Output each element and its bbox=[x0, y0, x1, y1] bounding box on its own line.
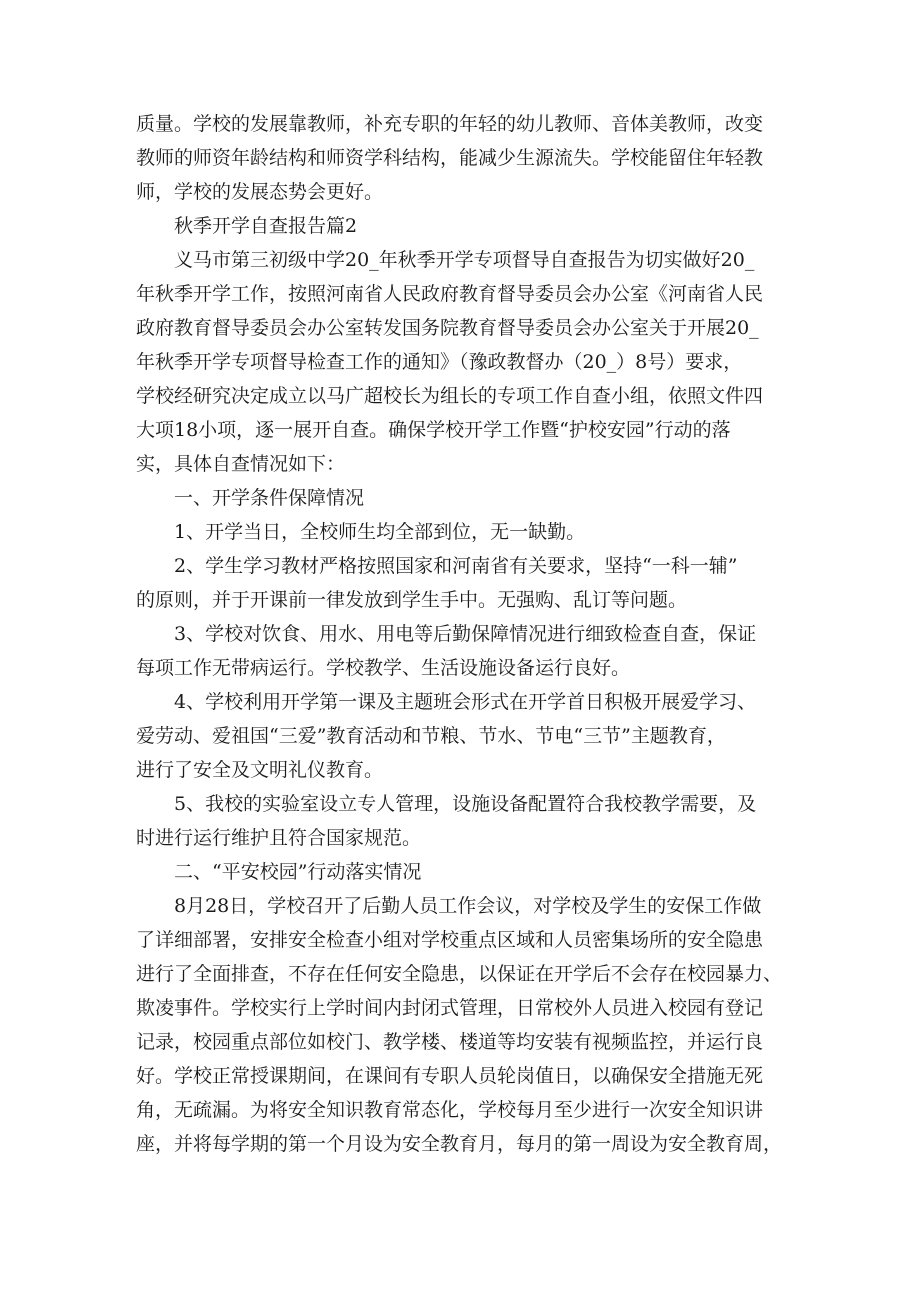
paragraph-continuation: 质量。学校的发展靠教师，补充专职的年轻的幼儿教师、音体美教师，改变 教师的师资年龄结构和师资学科结构，能减少生源流失。学校能留住年轻教 师，学校的发展态势会更好。 bbox=[136, 113, 764, 203]
list-item: 2、学生学习教材严格按照国家和河南省有关要求，坚持“一科一辅” 的原则，并于开课前一律发放到学生手中。无强购、乱订等问题。 bbox=[136, 555, 738, 611]
list-item: 4、学校利用开学第一课及主题班会形式在开学首日积极开展爱学习、 爱劳动、爱祖国“三爱”教育活动和节粮、节水、节电“三节”主题教育， 进行了安全及文明礼仪教育。 bbox=[136, 691, 757, 781]
paragraph-intro: 义马市第三初级中学20_年秋季开学专项督导自查报告为切实做好20_ 年秋季开学工作，按照河南省人民政府教育督导委员会办公室《河南省人民 政府教育督导委员会办公室转发国务院教育督导委员会办公室关于开展20_ 年秋季开学专项督导检查工作的通知》（豫政教督办（20_）8号）要求， 学校经研究决定成立以马广超校长为组长的专项工作自查小组，依照文件四 大项18小项，逐一展开自查。确保学校开学工作暨“护校安园”行动的落 实，具体自查情况如下： bbox=[136, 249, 764, 475]
section-heading: 二、“平安校园”行动落实情况 bbox=[174, 861, 422, 883]
section-heading: 一、开学条件保障情况 bbox=[174, 487, 365, 509]
section-heading: 秋季开学自查报告篇2 bbox=[174, 215, 358, 237]
paragraph-body: 8月28日，学校召开了后勤人员工作会议，对学校及学生的安保工作做 了详细部署，安排安全检查小组对学校重点区域和人员密集场所的安全隐患 进行了全面排查，不存在任何安全隐患，以保证在开学后不会存在校园暴力、 欺凌事件。学校实行上学时间内封闭式管理，日常校外人员进入校园有登记 记录，校园重点部位如校门、教学楼、楼道等均安装有视频监控，并运行良 好。学校正常授课期间，在课间有专职人员轮岗值日，以确保安全措施无死 角，无疏漏。为将安全知识教育常态化，学校每月至少进行一次安全知识讲 座，并将每学期的第一个月设为安全教育月，每月的第一周设为安全教育周， bbox=[136, 895, 783, 1155]
list-item: 1、开学当日，全校师生均全部到位，无一缺勤。 bbox=[174, 521, 586, 543]
list-item: 5、我校的实验室设立专人管理，设施设备配置符合我校教学需要，及 时进行运行维护且符合国家规范。 bbox=[136, 793, 757, 849]
document-page bbox=[136, 107, 786, 1161]
list-item: 3、学校对饮食、用水、用电等后勤保障情况进行细致检查自查，保证 每项工作无带病运行。学校教学、生活设施设备运行良好。 bbox=[136, 623, 757, 679]
